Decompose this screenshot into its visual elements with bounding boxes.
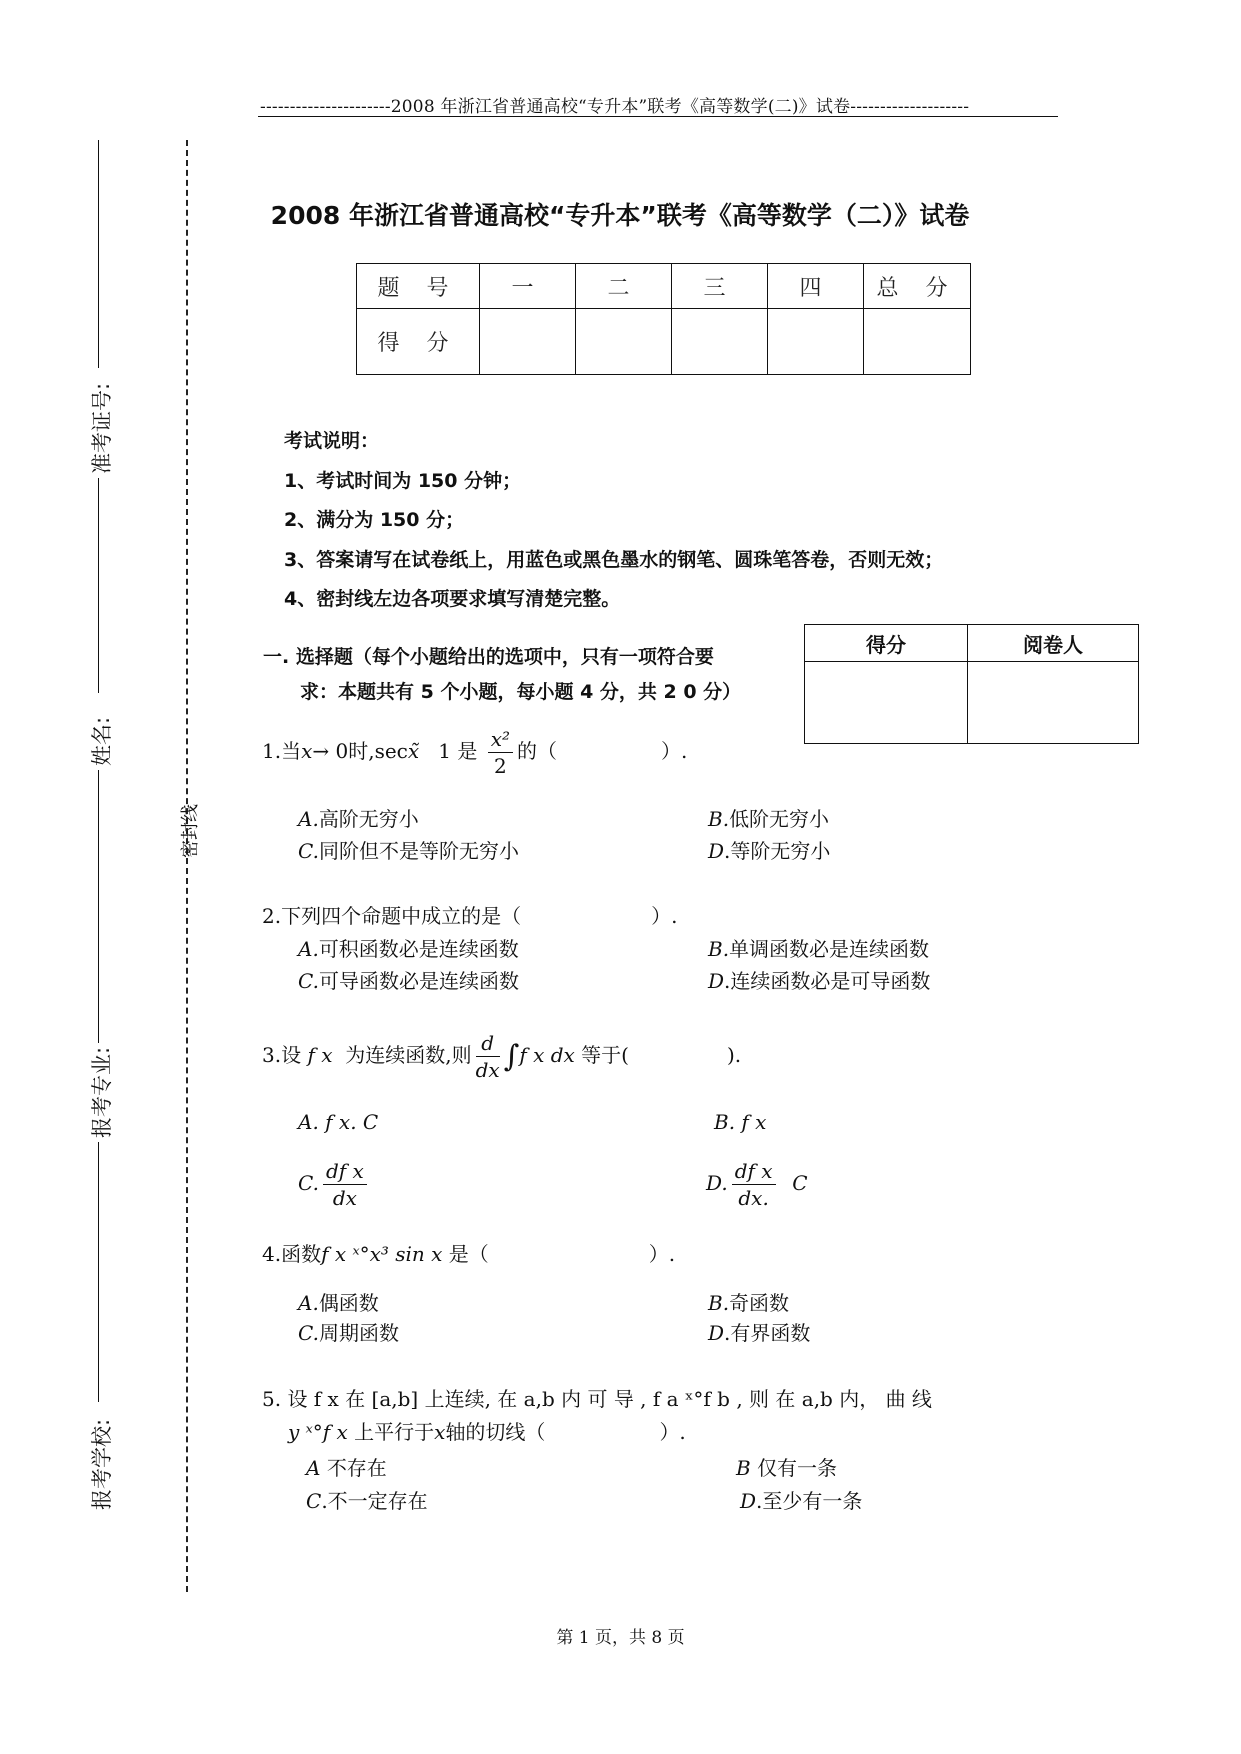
grader-name-header: 阅卷人 xyxy=(968,625,1139,662)
grader-name-cell[interactable] xyxy=(968,662,1139,744)
page-footer: 第 1 页，共 8 页 xyxy=(556,1628,685,1648)
score-cell[interactable] xyxy=(864,309,971,375)
question-1-option-b: B.低阶无穷小 xyxy=(708,807,830,831)
question-3-option-d: D. $\frac{\text{df x}}{dx.}$ C xyxy=(706,1159,808,1210)
question-4-option-d: D.有界函数 xyxy=(708,1321,811,1345)
instruction-item: 1、考试时间为 150 分钟； xyxy=(284,469,522,492)
question-4-option-b: B.奇函数 xyxy=(708,1291,790,1315)
score-col-4: 四 xyxy=(768,264,864,309)
seal-label: 密封线 xyxy=(180,804,201,858)
name-line xyxy=(98,478,99,693)
integral-sign: ∫ xyxy=(503,1039,520,1074)
page-title: 2008 年浙江省普通高校“专升本”联考《高等数学（二）》试卷 xyxy=(270,201,970,230)
score-col-1: 一 xyxy=(480,264,576,309)
major-label: 报考专业: xyxy=(90,1046,114,1138)
fraction: $\frac{\text{df x}}{dx.}$ xyxy=(732,1158,776,1211)
running-header: ----------------------2008 年浙江省普通高校“专升本”联考《高等数学(二)》试卷-------------------- xyxy=(260,97,970,117)
question-4-option-c: C.周期函数 xyxy=(298,1321,399,1345)
question-5-option-b: B 仅有一条 xyxy=(736,1456,838,1480)
question-2-option-d: D.连续函数必是可导函数 xyxy=(708,969,931,993)
grader-table xyxy=(804,624,1139,744)
score-cell[interactable] xyxy=(672,309,768,375)
question-4-option-a: A.偶函数 xyxy=(298,1291,379,1315)
score-col-total: 总 分 xyxy=(864,264,971,309)
grader-score-header: 得分 xyxy=(805,625,968,662)
question-5-stem-line-1: 5. 设 f x 在 [a,b] 上连续, 在 a,b 内 可 导 , f a ˣ°f b , 则 在 a,b 内， 曲 线 xyxy=(262,1387,932,1411)
grader-score-cell[interactable] xyxy=(805,662,968,744)
instruction-item: 4、密封线左边各项要求填写清楚完整。 xyxy=(284,588,621,610)
exam-id-line xyxy=(98,140,99,368)
score-cell[interactable] xyxy=(768,309,864,375)
question-3-option-c: C. $\frac{\text{df x}}{dx}$ xyxy=(298,1158,371,1211)
question-1-option-a: A.高阶无穷小 xyxy=(298,807,419,831)
question-2-option-a: A.可积函数必是连续函数 xyxy=(298,937,519,961)
school-line xyxy=(98,1142,99,1402)
fraction: $\frac{\text{df x}}{dx}$ xyxy=(323,1158,367,1211)
instructions xyxy=(284,422,943,620)
major-line xyxy=(98,770,99,1043)
section-line-2: 求：本题共有 5 个小题，每小题 4 分，共 2 0 分） xyxy=(300,681,742,703)
question-2-option-c: C.可导函数必是连续函数 xyxy=(298,969,519,993)
question-5-option-a: A 不存在 xyxy=(306,1456,387,1480)
question-5-option-d: D.至少有一条 xyxy=(740,1489,863,1513)
fraction: $\frac{d}{dx}$ xyxy=(475,1031,500,1082)
instruction-item: 3、答案请写在试卷纸上，用蓝色或黑色墨水的钢笔、圆珠笔答卷，否则无效； xyxy=(284,548,944,571)
question-5-stem-line-2: y ˣ°f x 上平行于x轴的切线（ ）. xyxy=(288,1420,686,1444)
question-4-stem: 4.函数f x ˣ°x³ sin x 是（ ）. xyxy=(262,1242,676,1266)
name-label: 姓名: xyxy=(90,716,114,766)
question-3-option-b: B. f x xyxy=(714,1110,767,1134)
question-5-option-c: C.不一定存在 xyxy=(306,1489,428,1513)
question-1-option-d: D.等阶无穷小 xyxy=(708,839,831,863)
question-1-option-c: C.同阶但不是等阶无穷小 xyxy=(298,839,519,863)
score-row-header: 题 号 xyxy=(357,264,480,309)
question-2-stem: 2.下列四个命题中成立的是（ ）. xyxy=(262,904,678,928)
fraction: $\frac{\text{x²}}{2}$ xyxy=(488,726,513,779)
score-row-header: 得 分 xyxy=(357,309,480,375)
section-line-1: 一. 选择题（每个小题给出的选项中，只有一项符合要 xyxy=(263,646,714,668)
question-1-stem: 1.当x→ 0时,secx̃ 1 是 $\frac{\text{x²}}{2}$ 的（ ）. xyxy=(262,727,688,778)
question-3-stem: 3.设 f x 为连续函数,则 $\frac{d}{dx}$ ∫f x dx 等于( ). xyxy=(262,1031,742,1082)
instructions-heading: 考试说明： xyxy=(284,430,380,452)
score-col-2: 二 xyxy=(576,264,672,309)
question-2-option-b: B.单调函数必是连续函数 xyxy=(708,937,930,961)
score-col-3: 三 xyxy=(672,264,768,309)
seal-dashed-line xyxy=(186,140,188,1592)
instruction-item: 2、满分为 150 分； xyxy=(284,509,465,531)
score-table xyxy=(356,263,971,375)
question-3-option-a: A. f x. C xyxy=(298,1110,379,1134)
section-heading xyxy=(263,640,803,710)
score-cell[interactable] xyxy=(576,309,672,375)
header-rule xyxy=(258,116,1058,117)
score-cell[interactable] xyxy=(480,309,576,375)
exam-id-label: 准考证号: xyxy=(90,382,114,474)
school-label: 报考学校: xyxy=(90,1418,114,1510)
